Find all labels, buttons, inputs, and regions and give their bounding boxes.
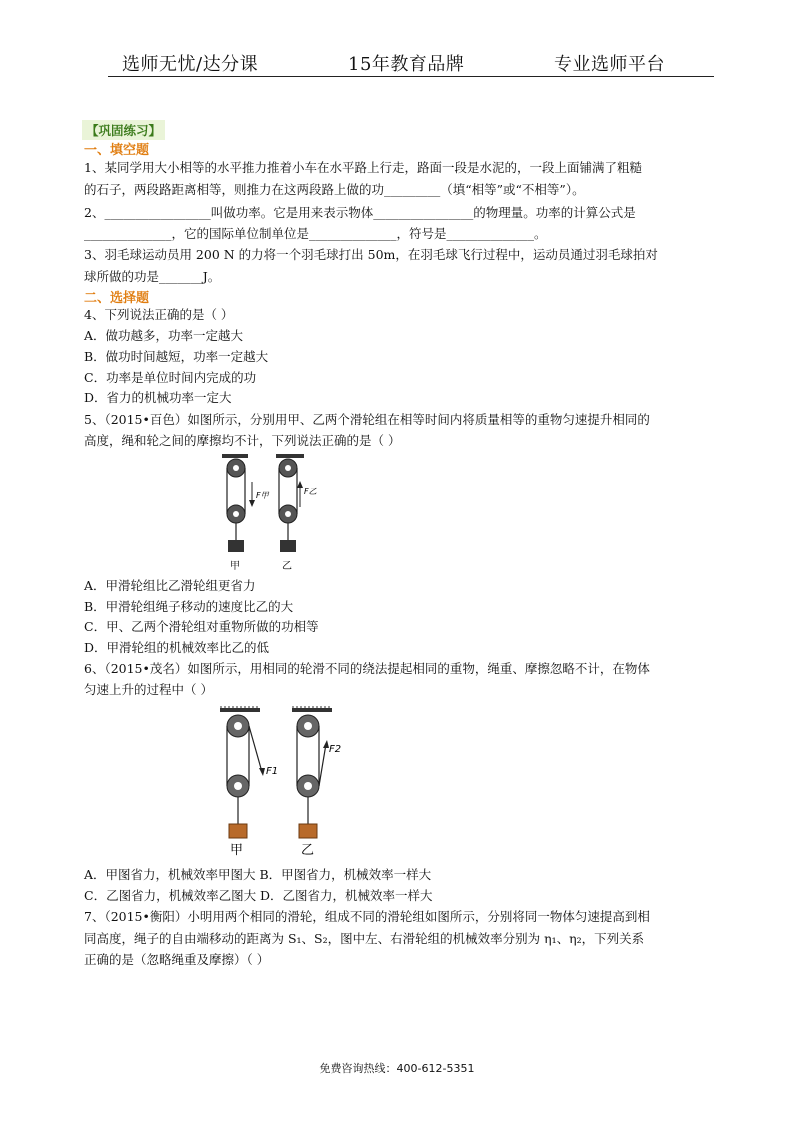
footer-hotline: 免费咨询热线：400-612-5351 xyxy=(319,1062,475,1075)
q6-pulley-figure xyxy=(212,704,362,860)
page-header xyxy=(108,48,714,77)
q7-line1: 7、（2015•衡阳）小明用两个相同的滑轮，组成不同的滑轮组如图所示，分别将同一物体匀速提高到相 xyxy=(84,909,650,924)
q7-line3: 正确的是（忽略绳重及摩擦）（ ） xyxy=(84,952,270,967)
q2-line2: ______________，它的国际单位制单位是______________，符号是______________。 xyxy=(84,226,547,241)
q5-line1: 5、（2015•百色）如图所示，分别用甲、乙两个滑轮组在相等时间内将质量相等的重物匀速提升相同的 xyxy=(84,412,650,427)
q1-line1: 1、某同学用大小相等的水平推力推着小车在水平路上行走，路面一段是水泥的，一段上面铺满了粗糙 xyxy=(84,160,642,175)
section-fill-blank-title: 一、填空题 xyxy=(84,143,150,158)
section-choice-title: 二、选择题 xyxy=(84,291,150,306)
q5-figure-label-left: 甲 xyxy=(230,561,240,572)
q5-figure-label-right: 乙 xyxy=(282,561,292,572)
q4-option-b: B．做功时间越短，功率一定越大 xyxy=(84,349,269,364)
q3-line1: 3、羽毛球运动员用 200 N 的力将一个羽毛球打出 50m，在羽毛球飞行过程中，运动员通过羽毛球拍对 xyxy=(84,247,658,262)
q6-force-right-label: F2 xyxy=(329,744,342,755)
q6-force-left-label: F1 xyxy=(266,766,279,777)
q5-option-d: D．甲滑轮组的机械效率比乙的低 xyxy=(84,640,270,655)
q5-pulley-figure xyxy=(214,452,324,576)
q6-figure-label-right: 乙 xyxy=(301,843,315,858)
q4-stem: 4、下列说法正确的是（ ） xyxy=(84,307,234,322)
q6-option-ab: A．甲图省力，机械效率甲图大 B．甲图省力，机械效率一样大 xyxy=(84,867,432,882)
q5-force-right-label: F乙 xyxy=(304,487,317,496)
q2-line1: 2、_________________叫做功率。它是用来表示物体________________的物理量。功率的计算公式是 xyxy=(84,205,636,220)
q4-option-a: A．做功越多，功率一定越大 xyxy=(84,328,244,343)
q4-option-c: C．功率是单位时间内完成的功 xyxy=(84,370,257,385)
q5-option-a: A．甲滑轮组比乙滑轮组更省力 xyxy=(84,578,256,593)
q5-option-c: C．甲、乙两个滑轮组对重物所做的功相等 xyxy=(84,619,319,634)
q3-line2: 球所做的功是_______J。 xyxy=(84,269,221,284)
q5-force-left-label: F甲 xyxy=(256,491,269,500)
q4-option-d: D．省力的机械功率一定大 xyxy=(84,390,232,405)
q1-line2: 的石子，两段路距离相等，则推力在这两段路上做的功_________（填“相等”或“不相等”）。 xyxy=(84,182,585,197)
practice-tag: 【巩固练习】 xyxy=(82,120,165,140)
header-left-brand: 选师无忧/达分课 xyxy=(122,54,259,75)
q7-line2: 同高度，绳子的自由端移动的距离为 S₁、S₂，图中左、右滑轮组的机械效率分别为 η₁、η₂，下列关系 xyxy=(84,931,645,946)
q5-line2: 高度，绳和轮之间的摩擦均不计，下列说法正确的是（ ） xyxy=(84,433,401,448)
q6-line2: 匀速上升的过程中（ ） xyxy=(84,682,213,697)
header-right-slogan: 专业选师平台 xyxy=(554,54,665,75)
header-center-slogan: 15年教育品牌 xyxy=(348,54,465,75)
q6-line1: 6、（2015•茂名）如图所示，用相同的轮滑不同的绕法提起相同的重物，绳重、摩擦忽略不计，在物体 xyxy=(84,661,650,676)
q5-option-b: B．甲滑轮组绳子移动的速度比乙的大 xyxy=(84,599,294,614)
q6-option-cd: C．乙图省力，机械效率乙图大 D．乙图省力，机械效率一样大 xyxy=(84,888,433,903)
q6-figure-label-left: 甲 xyxy=(230,843,244,858)
